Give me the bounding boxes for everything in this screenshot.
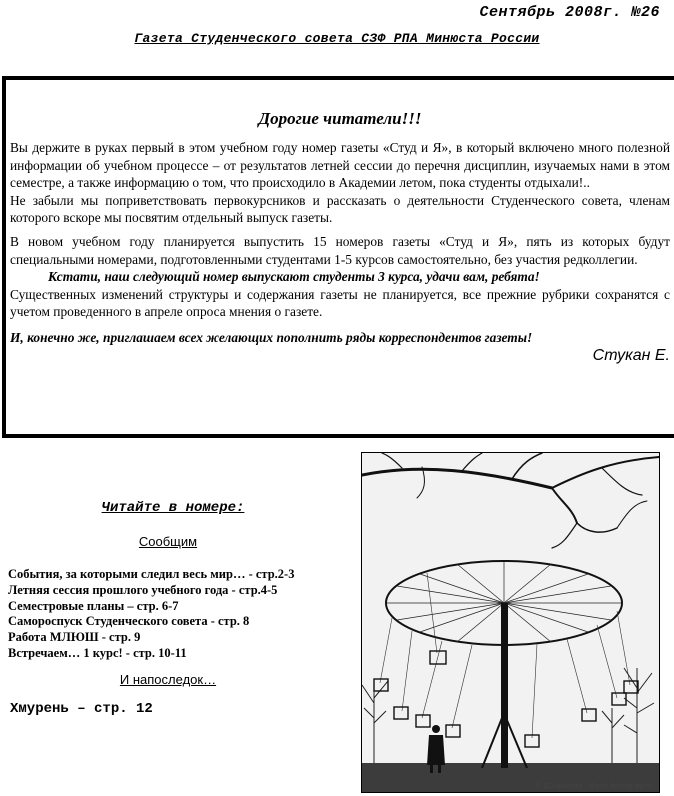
- issue-date: Сентябрь 2008г. №26: [479, 4, 660, 21]
- editorial-letter-box: [2, 76, 674, 438]
- contents-section-label: Сообщим: [138, 534, 198, 549]
- contents-item: Работа МЛЮШ - стр. 9: [8, 630, 141, 645]
- letter-signature: Стукан Е.: [592, 346, 670, 364]
- letter-paragraph-1: Вы держите в руках первый в этом учебном году номер газеты «Студ и Я», в который включено много полезной информации об учебном процессе – от результатов летней сессии до перечня дисциплин, изучаемых нами в этом семестре, а также информацию о том, что происходило в Академии летом, пока студенты отдыхали!..: [10, 140, 670, 191]
- contents-last-item: Хмурень – стр. 12: [10, 700, 153, 717]
- table-of-contents: [8, 500, 348, 717]
- letter-heading: Дорогие читатели!!!: [258, 109, 422, 128]
- letter-paragraph-5: Существенных изменений структуры и содержания газеты не планируется, все прежние рубрики сохранятся с учетом проведенного в апреле опроса мнения о газете.: [10, 286, 670, 320]
- contents-item: События, за которыми следил весь мир… - стр.2-3: [8, 567, 295, 581]
- photo-credit: © Д.Никитин · Фото.fotoop.dpro: [534, 782, 651, 790]
- letter-paragraph-4: Кстати, наш следующий номер выпускают студенты 3 курса, удачи вам, ребята!: [48, 269, 540, 285]
- contents-item: Семестровые планы – стр. 6-7: [8, 598, 179, 613]
- letter-paragraph-3: В новом учебном году планируется выпустить 15 номеров газеты «Студ и Я», пять из которых будут специальными номерами, подготовленными студентами 1-5 курсов самостоятельно, без участия редколлегии.: [10, 233, 670, 267]
- letter-paragraph-6: И, конечно же, приглашаем всех желающих пополнить ряды корреспондентов газеты!: [10, 329, 533, 345]
- contents-list: [8, 567, 348, 662]
- contents-finally-label: И напоследок…: [119, 671, 217, 687]
- newspaper-title: Газета Студенческого совета СЗФ РПА Минюста России: [134, 31, 540, 46]
- contents-item: Самороспуск Студенческого совета - стр. 8: [8, 614, 250, 629]
- contents-item: Летняя сессия прошлого учебного года - стр.4-5: [8, 582, 278, 597]
- contents-item: Встречаем… 1 курс! - стр. 10-11: [8, 645, 187, 660]
- letter-paragraph-2: Не забыли мы поприветствовать первокурсников и рассказать о деятельности Студенческого совета, членам которого вскоре мы посвятим отдельный выпуск газеты.: [10, 192, 670, 226]
- carousel-photo-image: [362, 453, 659, 792]
- contents-title: Читайте в номере:: [101, 500, 245, 516]
- carousel-photo: [361, 452, 660, 793]
